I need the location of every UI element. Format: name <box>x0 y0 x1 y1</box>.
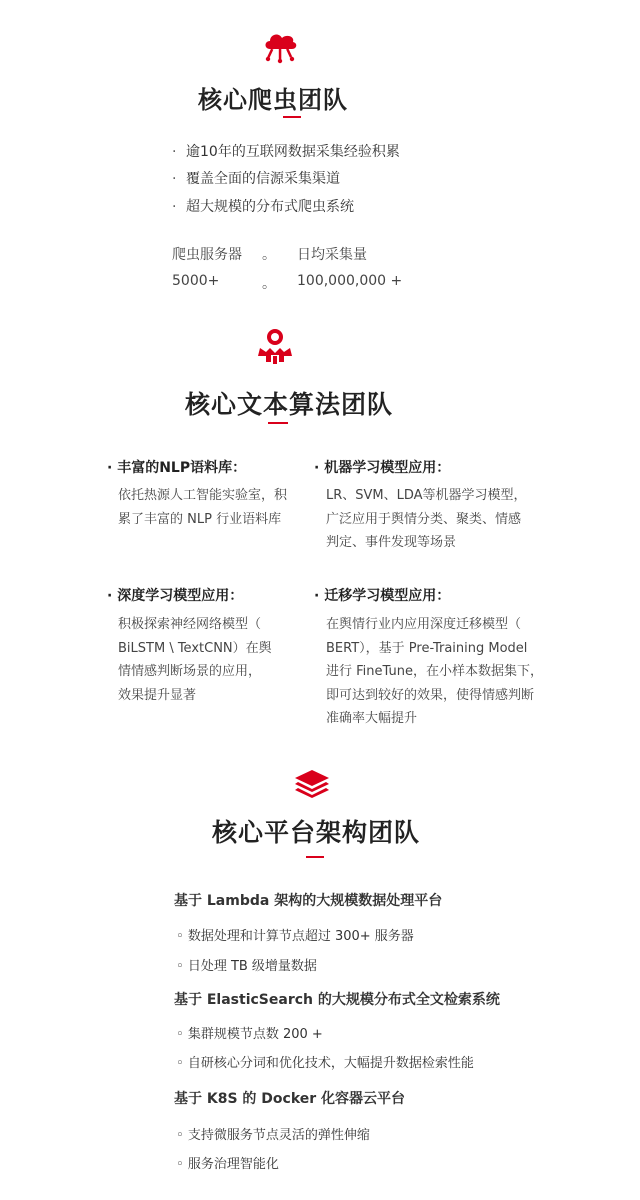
list-item: ◦ 服务治理智能化 <box>176 1157 279 1172</box>
list-item: ◦ 集群规模节点数 200 + <box>176 1027 323 1042</box>
title-underline <box>268 422 288 424</box>
stat-label-servers: 爬虫服务器 <box>172 247 242 263</box>
block-text: LR、SVM、LDA等机器学习模型， 广泛应用于舆情分类、聚类、情感 判定、事件发现等场景 <box>326 488 527 550</box>
list-item: ◦ 日处理 TB 级增量数据 <box>176 959 317 974</box>
title-underline <box>283 116 301 118</box>
block-text: 依托热源人工智能实验室，积 累了丰富的 NLP 行业语料库 <box>118 488 288 527</box>
stat-separator: 。 <box>262 276 276 292</box>
block-text: 积极探索神经网络模型（ BiLSTM \ TextCNN）在舆 情情感判断场景的应用， 效果提升显著 <box>118 617 272 703</box>
gear-person-icon <box>254 326 296 366</box>
block-title: · 深度学习模型应用： <box>107 588 244 604</box>
list-item: · 超大规模的分布式爬虫系统 <box>172 199 354 215</box>
block-title: · 迁移学习模型应用： <box>314 588 451 604</box>
list-item: · 覆盖全面的信源采集渠道 <box>172 171 340 187</box>
group-title: 基于 Lambda 架构的大规模数据处理平台 <box>174 893 443 909</box>
section-title: 核心平台架构团队 <box>212 818 421 847</box>
block-title: · 机器学习模型应用： <box>314 460 451 476</box>
block-text: 在舆情行业内应用深度迁移模型（ BERT），基于 Pre-Training Model 进行 FineTune，在小样本数据集下， 即可达到较好的效果，使得情感判断 准确率大幅提升 <box>326 617 543 726</box>
list-item: ◦ 自研核心分词和优化技术，大幅提升数据检索性能 <box>176 1056 474 1071</box>
stat-value-servers: 5000+ <box>172 273 220 289</box>
stat-label-daily: 日均采集量 <box>297 247 367 263</box>
group-title: 基于 ElasticSearch 的大规模分布式全文检索系统 <box>174 992 500 1008</box>
list-item: ◦ 支持微服务节点灵活的弹性伸缩 <box>176 1128 370 1143</box>
stat-value-daily: 100,000,000 + <box>297 273 403 289</box>
section-title: 核心爬虫团队 <box>198 86 348 114</box>
list-item: · 逾10年的互联网数据采集经验积累 <box>172 144 400 160</box>
cloud-crawler-icon <box>262 30 298 64</box>
section-title: 核心文本算法团队 <box>185 390 394 419</box>
list-item: ◦ 数据处理和计算节点超过 300+ 服务器 <box>176 929 414 944</box>
layers-stack-icon <box>292 768 332 802</box>
group-title: 基于 K8S 的 Docker 化容器云平台 <box>174 1091 406 1107</box>
block-title: · 丰富的NLP语料库： <box>107 460 247 476</box>
title-underline <box>306 856 324 858</box>
stat-separator: 。 <box>262 247 276 263</box>
